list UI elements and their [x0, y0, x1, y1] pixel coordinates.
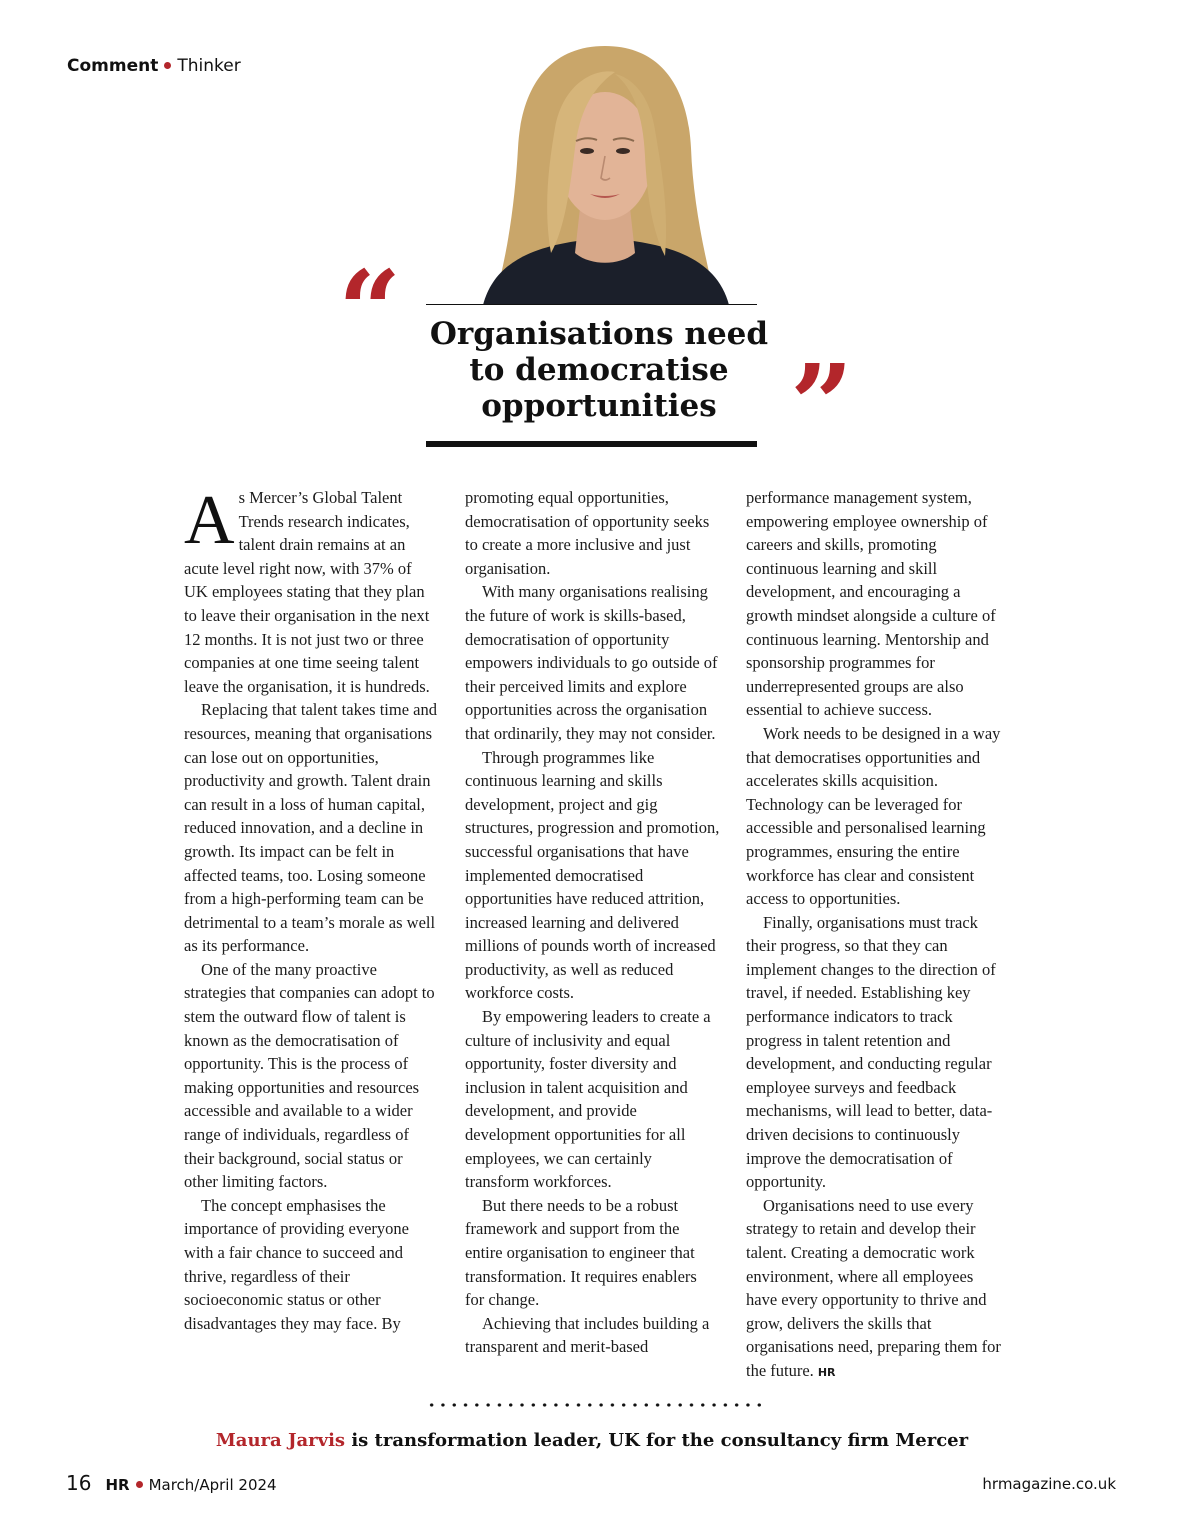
paragraph: Finally, organisations must track their progress, so that they can implement changes to the direction of travel, if needed. Establishing key performance indicators to track progress in talent retention and development, and conducting regular employee surveys and feedback mechanisms, will lead to better, data-driven decisions to continuously improve the democratisation of opportunity.: [746, 912, 996, 1192]
open-quote-mark: “: [338, 246, 402, 375]
bullet-dot: [164, 62, 171, 69]
paragraph: Work needs to be designed in a way that democratises opportunities and accelerates skills acquisition. Technology can be leveraged for accessible and personalised learning programmes, ensuring the entire workforce has clear and consistent access to opportunities.: [746, 723, 1001, 909]
paragraph: Through programmes like continuous learning and skills development, project and gig structures, progression and promotion, successful organisations that have implemented democratised opportunities have reduced attrition, increased learning and delivered millions of pounds worth of increased productivity, as well as reduced workforce costs.: [465, 747, 720, 1003]
paragraph: promoting equal opportunities, democratisation of opportunity seeks to create a more inclusive and just organisation.: [465, 488, 710, 578]
portrait-image: [455, 38, 750, 305]
footer-left: [66, 1471, 277, 1495]
paragraph: But there needs to be a robust framework and support from the entire organisation to engineer that transformation. It requires enablers for change.: [465, 1195, 697, 1310]
author-bio: [0, 1430, 1184, 1451]
paragraph: [184, 482, 439, 698]
author-portrait: [455, 38, 750, 305]
subsection-name: Thinker: [177, 56, 241, 76]
author-name: Maura Jarvis: [215, 1430, 346, 1451]
paragraph: With many organisations realising the future of work is skills-based, democratisation of opportunity empowers individuals to go outside of their perceived limits and explore opportunities across the organisation that ordinarily, they may not consider.: [465, 582, 718, 743]
author-role: is transformation leader, UK for the consultancy firm Mercer: [345, 1430, 969, 1451]
bullet-dot: [136, 1481, 143, 1488]
magazine-name: HR: [105, 1476, 130, 1494]
quote-bottom-rule: [426, 441, 757, 447]
paragraph: [746, 1194, 1006, 1385]
page-number: 16: [66, 1471, 92, 1495]
close-quote-mark: ”: [790, 340, 854, 469]
paragraph: By empowering leaders to create a culture of inclusivity and equal opportunity, foster diversity and inclusion in talent acquisition and development, and provide development opportunities for all employees, we can certainly transform workforces.: [465, 1007, 711, 1192]
end-mark: HR: [817, 1365, 836, 1379]
drop-cap: A: [184, 482, 235, 559]
paragraph: Achieving that includes building a transparent and merit-based: [465, 1313, 710, 1357]
dotted-divider: [426, 1401, 766, 1409]
quote-top-rule: [426, 304, 757, 305]
article-column-1: [184, 482, 439, 1335]
article-column-2: [465, 486, 720, 1359]
paragraph: One of the many proactive strategies that companies can adopt to stem the outward flow of talent is known as the democratisation of opportunity. This is the process of making opportunities and resources accessible and available to a wider range of individuals, regardless of their background, social status or other limiting factors.: [184, 959, 435, 1192]
paragraph: The concept emphasises the importance of providing everyone with a fair chance to succeed and thrive, regardless of their socioeconomic status or other disadvantages they may face. By: [184, 1195, 409, 1333]
article-column-3: [746, 486, 1006, 1385]
website-link[interactable]: hrmagazine.co.uk: [982, 1475, 1116, 1493]
paragraph: performance management system, empowering employee ownership of careers and skills, promoting continuous learning and skill development, and encouraging a growth mindset alongside a culture of continuous learning. Mentorship and sponsorship programmes for underrepresented groups are also essential to achieve success.: [746, 488, 996, 720]
paragraph: Replacing that talent takes time and resources, meaning that organisations can lose out on opportunities, productivity and growth. Talent drain can result in a loss of human capital, reduced innovation, and a decline in growth. Its impact can be felt in affected teams, too. Losing someone from a high-performing team can be detrimental to a team’s morale as well as its performance.: [184, 700, 437, 956]
pull-quote: Organisations need to democratise opportunities: [429, 316, 769, 424]
issue-date: March/April 2024: [148, 1476, 277, 1494]
section-label: [67, 56, 241, 76]
paragraph-text: s Mercer’s Global Talent Trends research indicates, talent drain remains at an acute level right now, with 37% of UK employees stating that they plan to leave their organisation in the next 12 months. It is not just two or three companies at one time seeing talent leave the organisation, it is hundreds.: [184, 488, 430, 696]
section-name: Comment: [67, 56, 159, 76]
paragraph-text: Organisations need to use every strategy to retain and develop their talent. Creating a democratic work environment, where all employees have every opportunity to thrive and grow, delivers the skills that organisations need, preparing them for the future.: [746, 1195, 1001, 1380]
